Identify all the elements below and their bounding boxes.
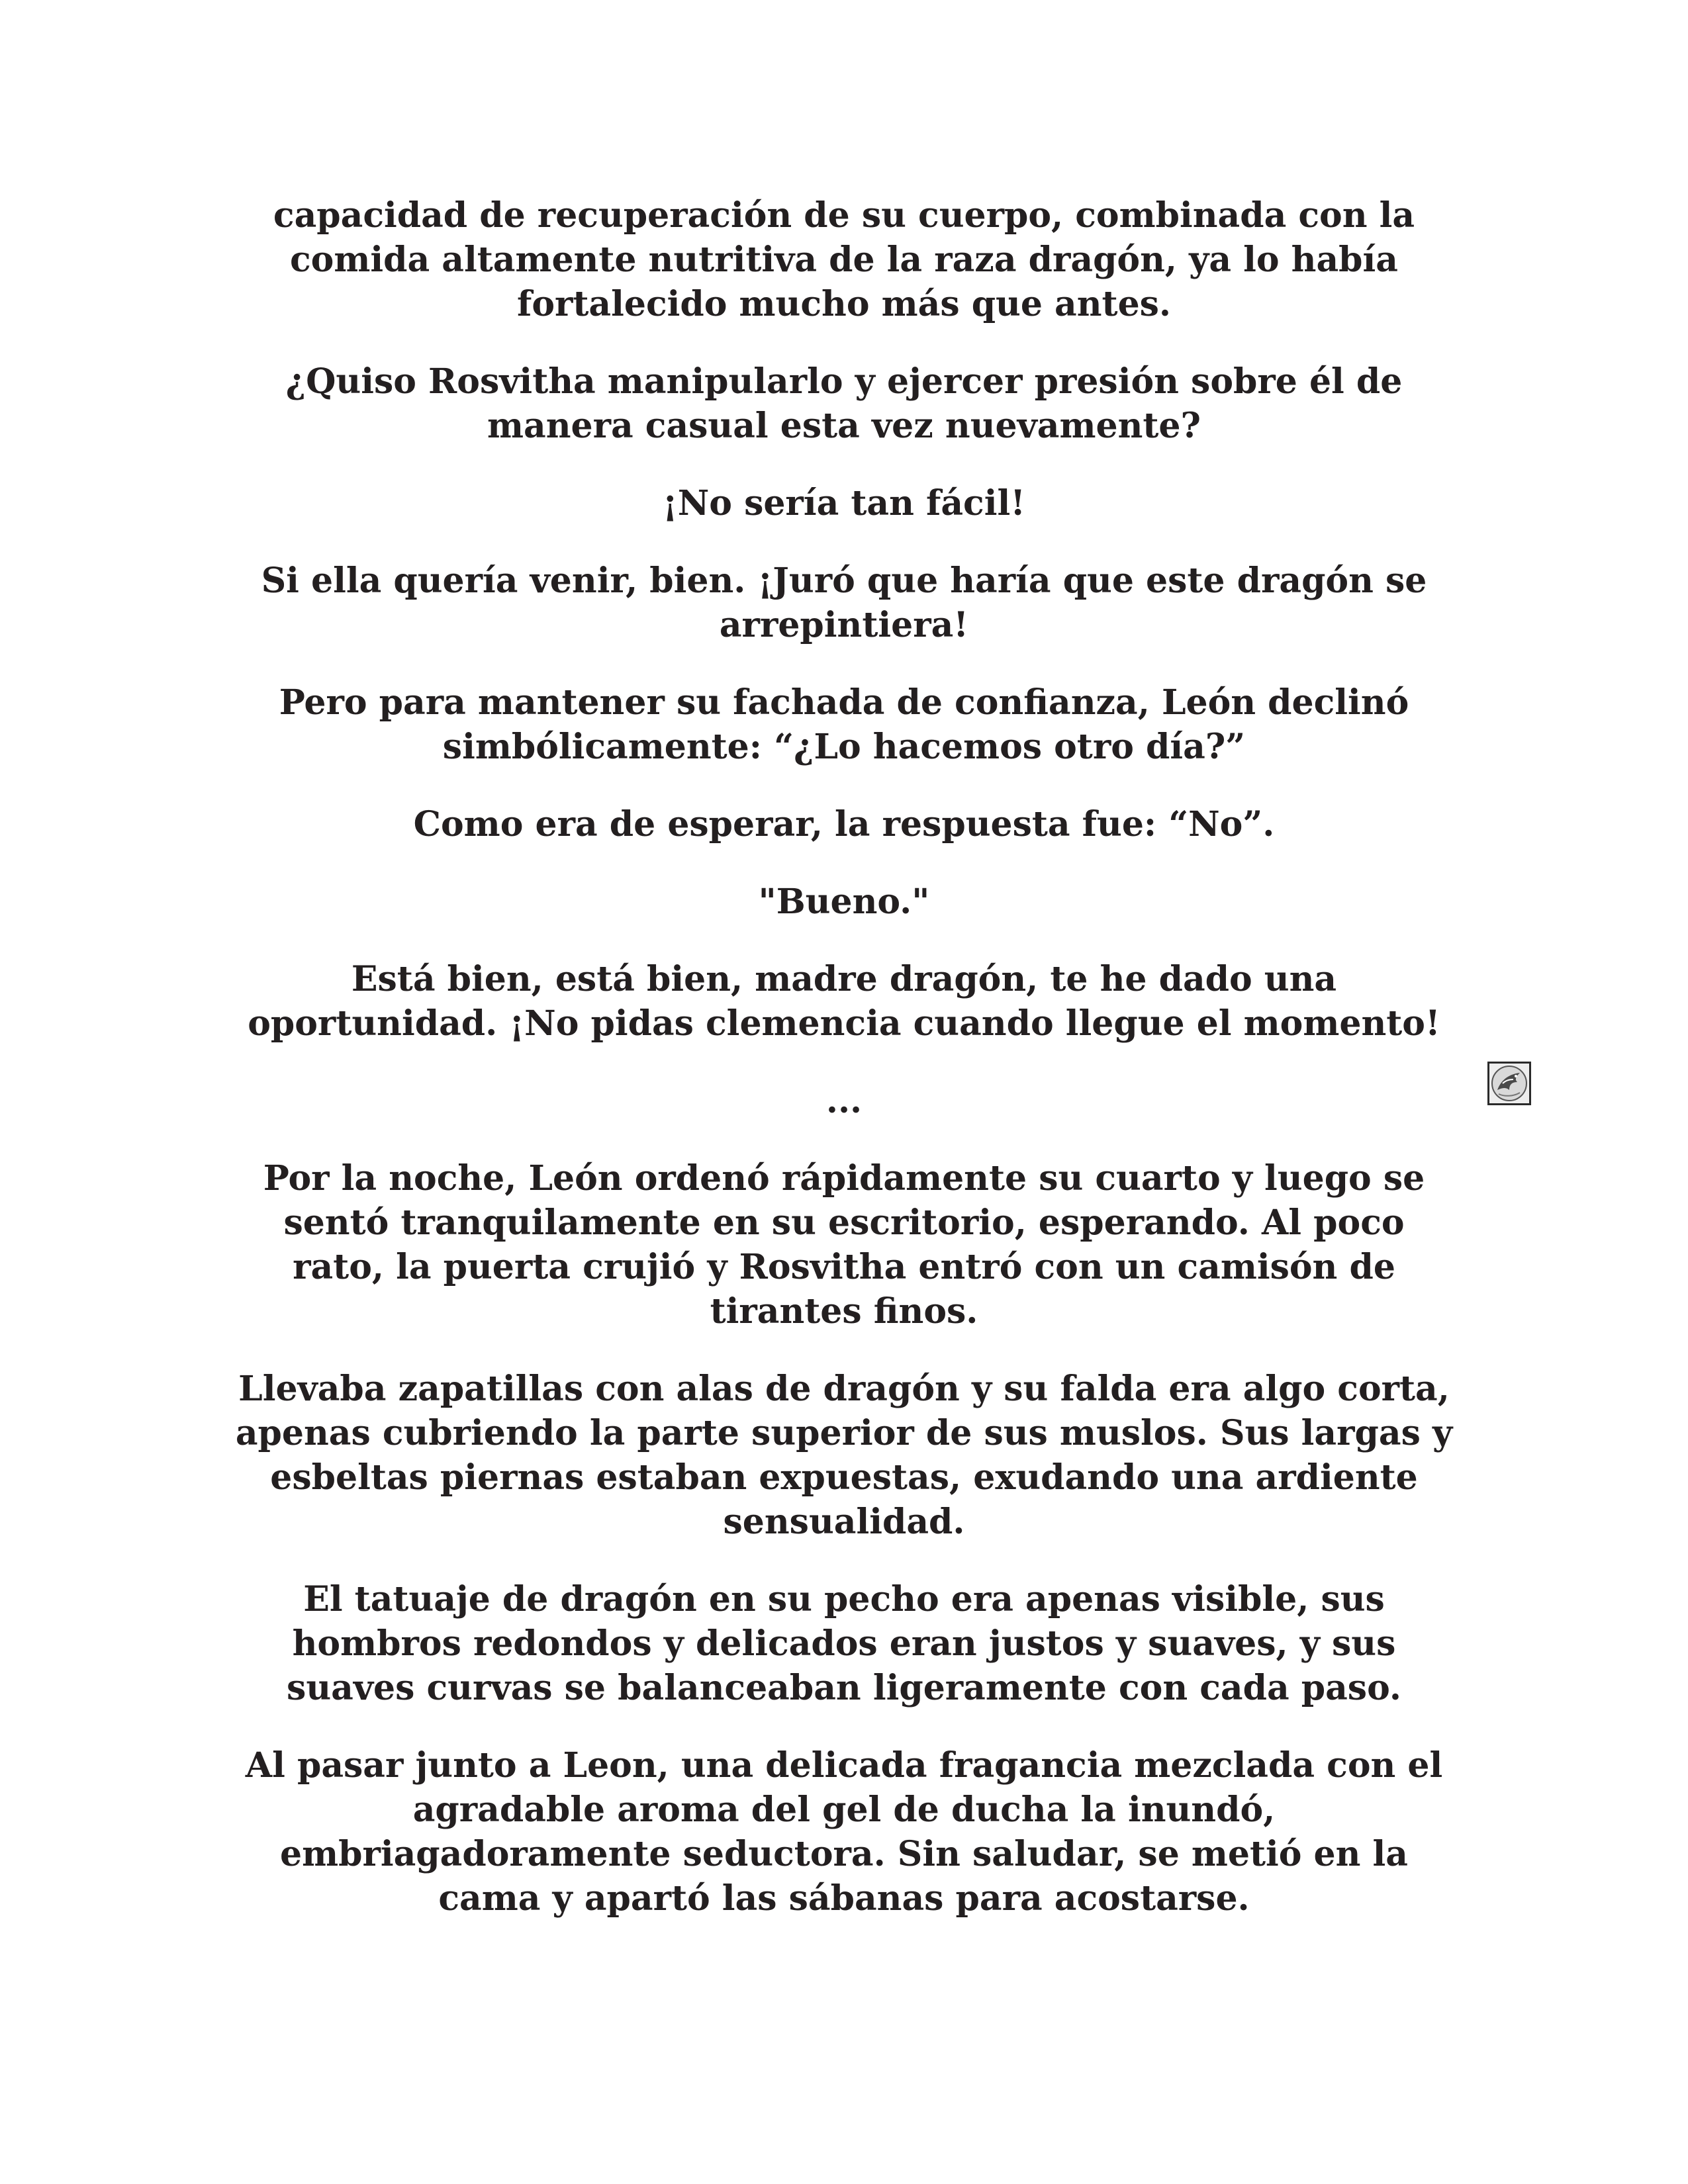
text-line: Está bien, está bien, madre dragón, te he dado una — [351, 959, 1337, 999]
paragraph-6 — [218, 802, 1470, 846]
paragraph-8 — [218, 957, 1470, 1046]
text-line: fortalecido mucho más que antes. — [516, 284, 1172, 324]
text-line: cama y apartó las sábanas para acostarse. — [438, 1878, 1250, 1919]
text-line: arrepintiera! — [719, 605, 969, 645]
text-line: tirantes finos. — [710, 1291, 978, 1332]
scene-break — [218, 1079, 1470, 1123]
paragraph-12 — [218, 1743, 1470, 1921]
text-line: Llevaba zapatillas con alas de dragón y su falda era algo corta, — [238, 1369, 1450, 1409]
text-line: capacidad de recuperación de su cuerpo, combinada con la — [273, 195, 1415, 236]
text-line: sensualidad. — [723, 1502, 965, 1542]
dragon-emblem-icon — [1487, 1062, 1531, 1105]
text-line: Si ella quería venir, bien. ¡Juró que haría que este dragón se — [261, 561, 1427, 601]
text-line: simbólicamente: “¿Lo hacemos otro día?” — [442, 727, 1246, 767]
text-line: "Bueno." — [758, 882, 930, 922]
paragraph-10 — [218, 1367, 1470, 1544]
text-line: Pero para mantener su fachada de confianza, León declinó — [279, 682, 1409, 723]
text-line: apenas cubriendo la parte superior de sus muslos. Sus largas y — [235, 1413, 1453, 1453]
text-line: esbeltas piernas estaban expuestas, exudando una ardiente — [270, 1457, 1418, 1498]
paragraph-11 — [218, 1577, 1470, 1710]
text-line: ... — [825, 1081, 863, 1121]
paragraph-7 — [218, 880, 1470, 924]
text-line: El tatuaje de dragón en su pecho era apenas visible, sus — [303, 1579, 1385, 1619]
text-line: Por la noche, León ordenó rápidamente su cuarto y luego se — [263, 1158, 1425, 1199]
paragraph-9 — [218, 1156, 1470, 1334]
paragraph-1 — [218, 193, 1470, 326]
text-line: oportunidad. ¡No pidas clemencia cuando llegue el momento! — [248, 1003, 1440, 1044]
text-line: suaves curvas se balanceaban ligeramente con cada paso. — [287, 1668, 1401, 1708]
text-line: ¿Quiso Rosvitha manipularlo y ejercer presión sobre él de — [285, 361, 1403, 402]
paragraph-3 — [218, 481, 1470, 525]
paragraph-2 — [218, 359, 1470, 448]
text-line: Como era de esperar, la respuesta fue: “No”. — [413, 804, 1275, 844]
text-line: Al pasar junto a Leon, una delicada fragancia mezclada con el — [245, 1745, 1443, 1786]
document-body — [218, 193, 1470, 1954]
paragraph-5 — [218, 680, 1470, 769]
paragraph-4 — [218, 559, 1470, 647]
text-line: embriagadoramente seductora. Sin saludar, se metió en la — [280, 1834, 1408, 1874]
text-line: agradable aroma del gel de ducha la inundó, — [412, 1790, 1276, 1830]
text-line: sentó tranquilamente en su escritorio, esperando. Al poco — [283, 1203, 1405, 1243]
text-line: hombros redondos y delicados eran justos y suaves, y sus — [292, 1623, 1396, 1664]
text-line: ¡No sería tan fácil! — [662, 483, 1026, 523]
text-line: rato, la puerta crujió y Rosvitha entró con un camisón de — [293, 1247, 1395, 1287]
text-line: comida altamente nutritiva de la raza dragón, ya lo había — [289, 240, 1398, 280]
text-line: manera casual esta vez nuevamente? — [487, 406, 1201, 446]
